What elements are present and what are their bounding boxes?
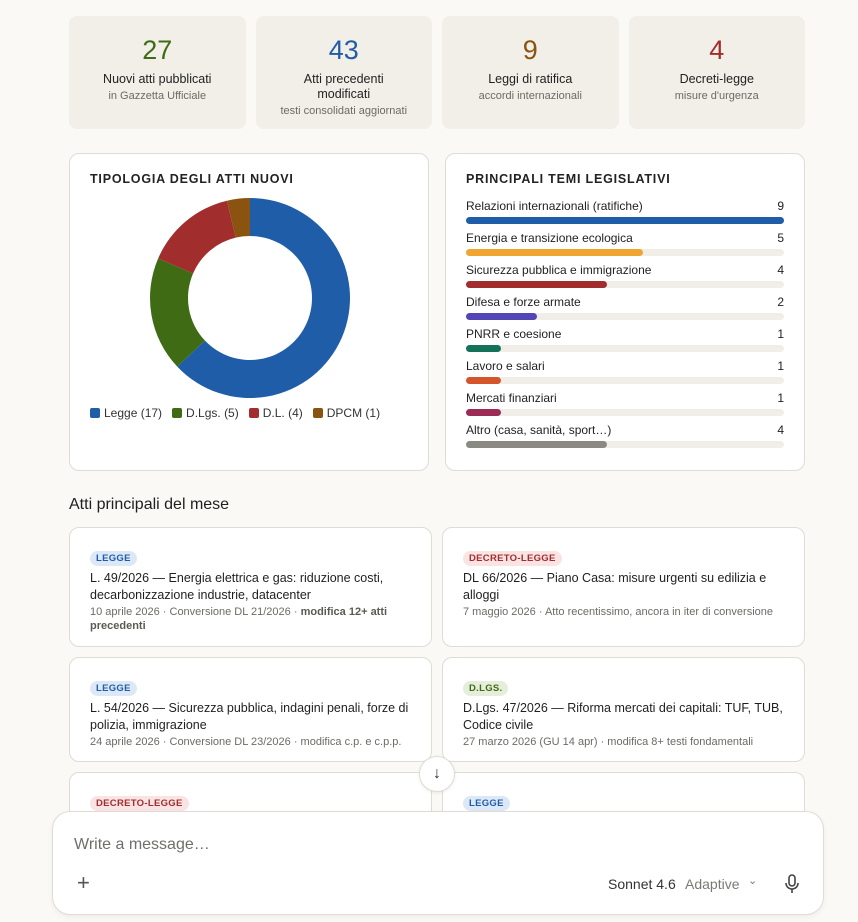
microphone-button[interactable] [784, 874, 800, 899]
theme-bar-fill [466, 217, 784, 224]
microphone-icon [784, 874, 800, 894]
theme-label: Mercati finanziari [466, 391, 557, 405]
act-title: DL 66/2026 — Piano Casa: misure urgenti su edilizia e alloggi [463, 571, 767, 602]
theme-row [466, 295, 784, 327]
scroll-down-button[interactable] [419, 756, 455, 792]
legend-item-dpcm [313, 406, 380, 420]
chevron-down-icon[interactable]: ⌄ [748, 875, 758, 887]
act-meta: 7 maggio 2026 · Atto recentissimo, ancora in iter di conversione [463, 606, 773, 618]
stat-value: 43 [328, 35, 359, 65]
act-meta-text: 10 aprile 2026 · Conversione DL 21/2026 · [90, 606, 301, 618]
theme-bar-track [466, 281, 784, 288]
theme-label: Energia e transizione ecologica [466, 231, 633, 245]
stat-value: 9 [522, 35, 538, 65]
stat-sublabel: in Gazzetta Ufficiale [108, 90, 207, 102]
legend-swatch [90, 408, 100, 418]
legend-label: DPCM (1) [326, 406, 381, 420]
stat-value: 27 [142, 35, 173, 65]
act-meta: 24 aprile 2026 · Conversione DL 23/2026 · modifica c.p. e c.p.p. [90, 736, 402, 748]
act-card[interactable] [69, 657, 432, 762]
act-card[interactable] [442, 527, 805, 647]
stat-sublabel: misure d'urgenza [674, 90, 759, 102]
theme-value: 5 [777, 231, 784, 245]
theme-label: Sicurezza pubblica e immigrazione [466, 263, 652, 277]
stat-label: Atti precedenti modificati [303, 72, 384, 101]
theme-bar-fill [466, 345, 501, 352]
arrow-down-icon: ↓ [433, 765, 441, 782]
type-badge: LEGGE [90, 681, 137, 696]
act-card[interactable] [442, 657, 805, 762]
type-badge: D.LGS. [463, 681, 508, 696]
panel-title: PRINCIPALI TEMI LEGISLATIVI [466, 172, 671, 186]
legend-item-dlgs [172, 406, 239, 420]
theme-value: 1 [777, 327, 784, 341]
theme-row [466, 263, 784, 295]
act-types-donut-chart [149, 197, 351, 399]
theme-value: 1 [777, 359, 784, 373]
message-input[interactable] [74, 836, 774, 854]
theme-label: Relazioni internazionali (ratifiche) [466, 199, 643, 213]
theme-bar-fill [466, 281, 607, 288]
stat-card-ratification-laws [442, 16, 619, 129]
act-card[interactable] [69, 527, 432, 647]
stats-row [69, 16, 805, 129]
stat-label: Leggi di ratifica [488, 72, 573, 86]
act-types-panel [69, 153, 429, 471]
theme-label: Difesa e forze armate [466, 295, 581, 309]
theme-value: 9 [777, 199, 784, 213]
add-attachment-button[interactable] [77, 872, 90, 894]
theme-bar-fill [466, 249, 643, 256]
stat-card-new-acts [69, 16, 246, 129]
legend-swatch [172, 408, 182, 418]
chart-legend [90, 406, 380, 420]
mode-selector[interactable]: Adaptive [685, 876, 740, 892]
act-title: L. 54/2026 — Sicurezza pubblica, indagini penali, forze di polizia, immigrazione [90, 701, 409, 732]
theme-bar-track [466, 313, 784, 320]
stat-label: Decreti-legge [679, 72, 754, 86]
theme-row [466, 199, 784, 231]
legend-item-legge [90, 406, 162, 420]
type-badge: LEGGE [463, 796, 510, 811]
theme-bar-track [466, 409, 784, 416]
stat-label: Nuovi atti pubblicati [103, 72, 212, 86]
section-title: Atti principali del mese [69, 496, 230, 513]
stat-value: 4 [709, 35, 725, 65]
theme-bar-fill [466, 377, 501, 384]
type-badge: LEGGE [90, 551, 137, 566]
model-selector[interactable]: Sonnet 4.6 [608, 876, 676, 892]
theme-value: 4 [777, 423, 784, 437]
type-badge: DECRETO-LEGGE [463, 551, 562, 566]
theme-row [466, 327, 784, 359]
legend-label: D.L. (4) [262, 406, 303, 420]
theme-bar-track [466, 345, 784, 352]
theme-value: 2 [777, 295, 784, 309]
theme-bar-track [466, 441, 784, 448]
theme-bar-track [466, 217, 784, 224]
theme-row [466, 391, 784, 423]
stat-card-decree-laws [629, 16, 806, 129]
theme-bar-track [466, 377, 784, 384]
act-meta [90, 605, 411, 633]
plus-icon: + [77, 870, 90, 895]
themes-panel [445, 153, 805, 471]
message-composer [52, 811, 824, 915]
stat-sublabel: accordi internazionali [478, 90, 582, 102]
theme-value: 4 [777, 263, 784, 277]
theme-bar-fill [466, 441, 607, 448]
act-title: D.Lgs. 47/2026 — Riforma mercati dei capitali: TUF, TUB, Codice civile [463, 701, 783, 732]
theme-row [466, 359, 784, 391]
theme-bar-track [466, 249, 784, 256]
legend-swatch [313, 408, 323, 418]
donut-slice-dl [158, 201, 236, 274]
theme-row [466, 231, 784, 263]
legend-swatch [249, 408, 259, 418]
stat-sublabel: testi consolidati aggiornati [280, 105, 408, 117]
theme-label: PNRR e coesione [466, 327, 562, 341]
theme-row [466, 423, 784, 455]
act-title: L. 49/2026 — Energia elettrica e gas: riduzione costi, decarbonizzazione industrie, datacenter [90, 571, 384, 602]
panel-title: TIPOLOGIA DEGLI ATTI NUOVI [90, 172, 294, 186]
act-meta: 27 marzo 2026 (GU 14 apr) · modifica 8+ testi fondamentali [463, 736, 754, 748]
legend-item-dl [249, 406, 303, 420]
theme-bar-fill [466, 409, 501, 416]
theme-label: Altro (casa, sanità, sport…) [466, 423, 612, 437]
stat-card-modified-acts [256, 16, 433, 129]
themes-bar-list [466, 199, 784, 455]
type-badge: DECRETO-LEGGE [90, 796, 189, 811]
legend-label: D.Lgs. (5) [186, 406, 239, 420]
act-meta-highlight: modifica 12+ atti precedenti [90, 606, 388, 632]
theme-value: 1 [777, 391, 784, 405]
theme-bar-fill [466, 313, 537, 320]
legend-label: Legge (17) [104, 406, 163, 420]
theme-label: Lavoro e salari [466, 359, 545, 373]
